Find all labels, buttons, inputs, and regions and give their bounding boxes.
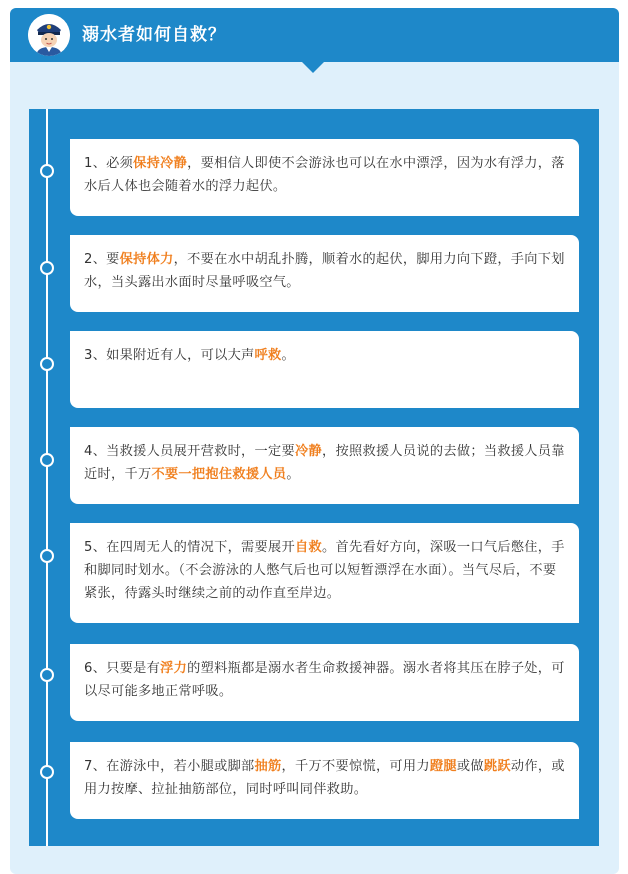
police-officer-avatar-icon [28, 14, 70, 56]
timeline-dot [40, 453, 54, 467]
highlight-text: 蹬腿 [429, 759, 457, 774]
tip-text-segment: 。 [281, 348, 296, 363]
tip-text [84, 440, 565, 486]
highlight-text: 浮力 [160, 661, 188, 676]
tip-text-segment: 。首先看好方向，深吸一口气后憋住，手和脚同时划水。（不会游泳的人憋气后也可以短暂漂浮在水面）。当气尽后，不要紧张，待露头时继续之前的动作直至岸边。 [84, 540, 565, 601]
highlight-text: 抽筋 [254, 759, 282, 774]
tip-text [84, 755, 565, 801]
tip-text-segment: 。 [286, 467, 300, 482]
tip-card-5 [70, 523, 579, 623]
timeline-dot [40, 261, 54, 275]
tip-text-segment: 或做 [456, 759, 484, 774]
highlight-text: 自救 [295, 540, 322, 555]
tip-text [84, 344, 565, 367]
timeline-dot [40, 357, 54, 371]
tip-card-2 [70, 235, 579, 312]
header-bar [10, 8, 619, 62]
article-container [10, 8, 619, 874]
tip-text [84, 248, 565, 294]
tip-text-segment: 1、必须 [84, 156, 134, 171]
tip-text-segment: ，按照救援人员说的去做；当救援人员靠近时，千万 [84, 444, 565, 482]
tips-panel [29, 109, 599, 846]
tip-text-segment: ，要相信人即使不会游泳也可以在水中漂浮，因为水有浮力，落水后人体也会随着水的浮力起伏。 [84, 156, 565, 194]
tip-text-segment: 的塑料瓶都是溺水者生命救援神器。溺水者将其压在脖子处，可以尽可能多地正常呼吸。 [84, 661, 565, 699]
header-pointer [301, 61, 325, 73]
timeline-dot [40, 164, 54, 178]
highlight-text: 跳跃 [483, 759, 511, 774]
tip-card-4 [70, 427, 579, 504]
tip-card-6 [70, 644, 579, 721]
tip-card-7 [70, 742, 579, 819]
tip-card-3 [70, 331, 579, 408]
tip-text-segment: 6、只要是有 [84, 661, 161, 676]
tip-text-segment: 2、要 [84, 252, 120, 267]
highlight-text: 保持体力 [119, 252, 174, 267]
tip-text-segment: ，千万不要惊慌，可用力 [281, 759, 430, 774]
tip-text-segment: 7、在游泳中，若小腿或脚部 [84, 759, 255, 774]
tip-text-segment: 4、当救援人员展开营救时，一定要 [84, 444, 296, 459]
timeline-line [46, 109, 48, 846]
highlight-text: 不要一把抱住救援人员 [151, 467, 287, 482]
highlight-text: 保持冷静 [133, 156, 188, 171]
highlight-text: 冷静 [295, 444, 322, 459]
timeline-dot [40, 668, 54, 682]
highlight-text: 呼救 [254, 348, 282, 363]
tip-text-segment: ，不要在水中胡乱扑腾，顺着水的起伏，脚用力向下蹬，手向下划水，当头露出水面时尽量呼吸空气。 [84, 252, 565, 290]
page-title: 溺水者如何自救？ [82, 25, 226, 45]
tip-text [84, 536, 565, 605]
tip-text-segment: 5、在四周无人的情况下，需要展开 [84, 540, 296, 555]
tip-text [84, 657, 565, 703]
timeline-dot [40, 765, 54, 779]
tip-text-segment: 动作，或用力按摩、拉扯抽筋部位，同时呼叫同伴救助。 [84, 759, 565, 797]
tip-text-segment: 3、如果附近有人，可以大声 [84, 348, 255, 363]
tip-text [84, 152, 565, 198]
timeline-dot [40, 549, 54, 563]
tip-card-1 [70, 139, 579, 216]
